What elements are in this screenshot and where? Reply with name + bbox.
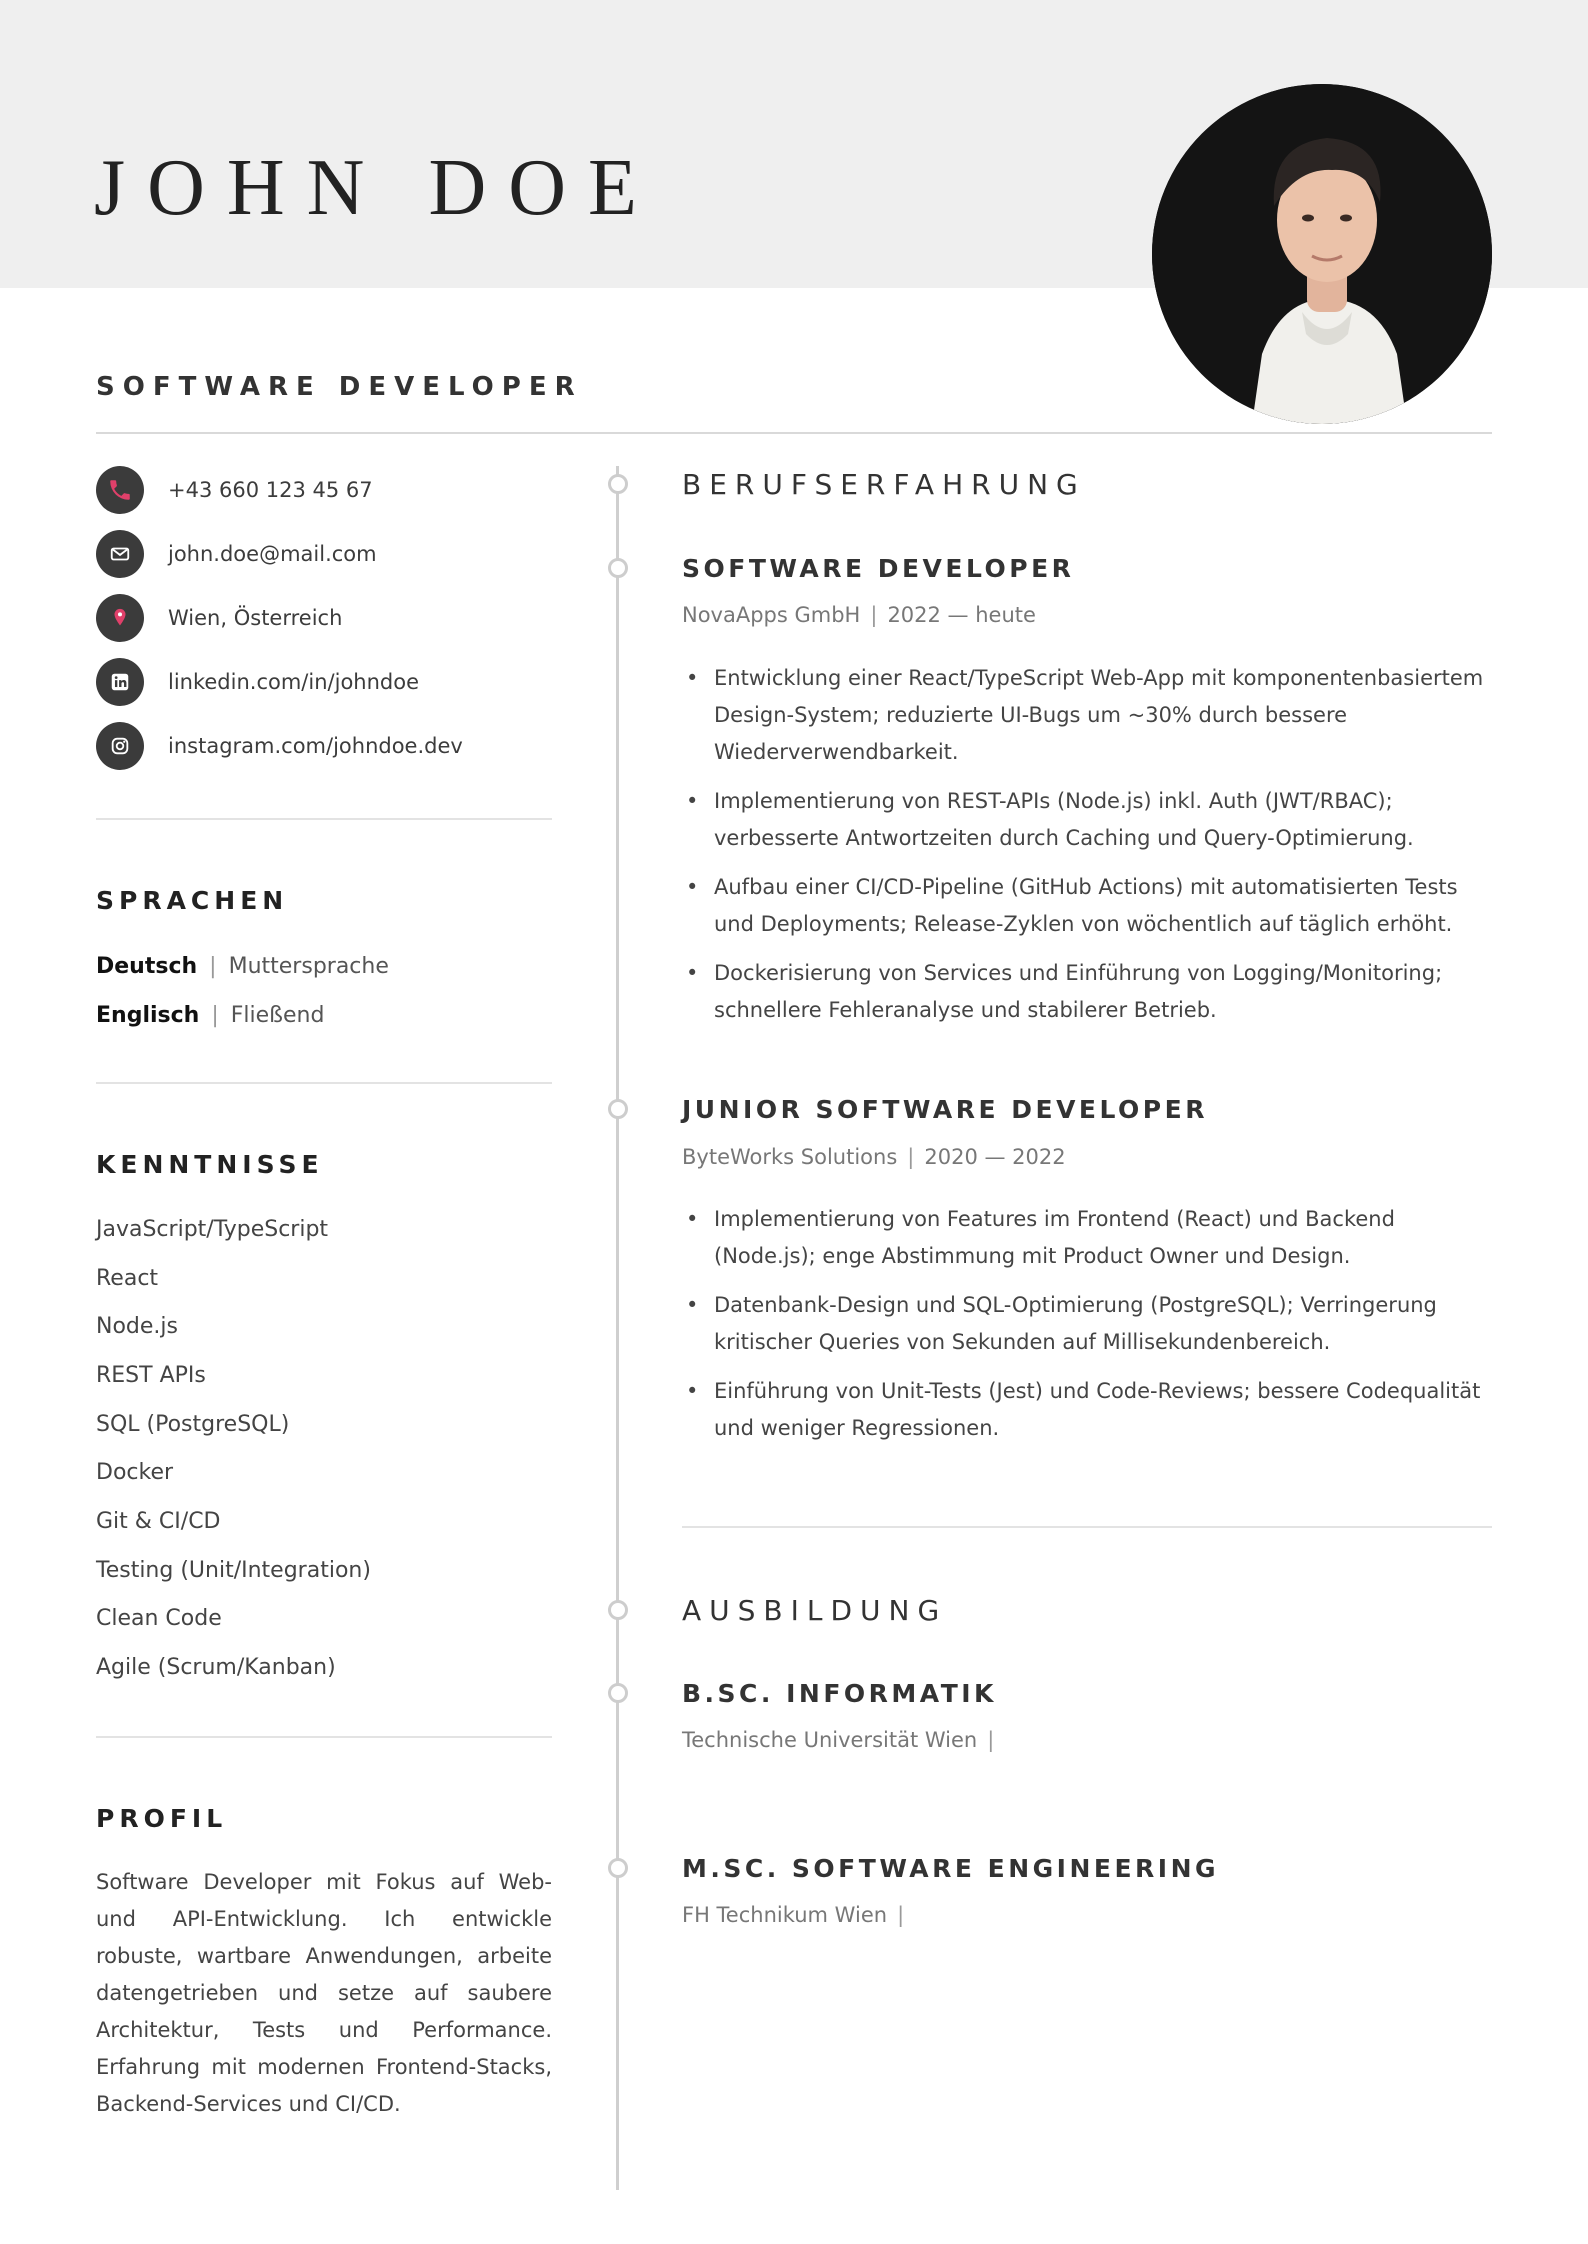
languages-heading: SPRACHEN [96, 886, 289, 915]
education-heading: AUSBILDUNG [682, 1594, 948, 1627]
job-period: 2020 — 2022 [924, 1145, 1066, 1169]
skill-item: Testing (Unit/Integration) [96, 1558, 371, 1583]
job-title-entry: SOFTWARE DEVELOPER [682, 554, 1075, 583]
experience-heading: BERUFSERFAHRUNG [682, 468, 1086, 501]
name-title: JOHN DOE [94, 144, 659, 232]
company-name: NovaApps GmbH [682, 603, 861, 627]
meta-separator: | [907, 1145, 915, 1169]
contact-instagram-text: instagram.com/johndoe.dev [168, 734, 463, 758]
portrait-image [1152, 84, 1492, 424]
contact-email [96, 530, 377, 578]
skill-item: REST APIs [96, 1363, 206, 1388]
instagram-icon [96, 722, 144, 770]
job-meta [682, 603, 1036, 627]
school-name: Technische Universität Wien [682, 1728, 978, 1752]
job-period: 2022 — heute [887, 603, 1036, 627]
language-level: Muttersprache [228, 954, 389, 979]
job-title-entry: JUNIOR SOFTWARE DEVELOPER [682, 1095, 1208, 1124]
linkedin-icon [96, 658, 144, 706]
timeline-dot [608, 1600, 628, 1620]
timeline-dot [608, 1683, 628, 1703]
job-bullet: • Entwicklung einer React/TypeScript Web-App mit komponentenbasiertem Design-System; reduzierte UI-Bugs um ~30% durch bessere Wiederverwendbarkeit. [682, 660, 1492, 771]
timeline-dot [608, 1099, 628, 1119]
job-bullet: • Aufbau einer CI/CD-Pipeline (GitHub Actions) mit automatisierten Tests und Deployments; Release-Zyklen von wöchentlich auf täglich erhöht. [682, 869, 1492, 943]
language-row [96, 954, 389, 979]
contact-divider [96, 818, 552, 820]
profile-photo [1152, 84, 1492, 424]
language-separator: | [211, 1003, 219, 1028]
contact-linkedin-text: linkedin.com/in/johndoe [168, 670, 420, 694]
skill-item: Git & CI/CD [96, 1509, 221, 1534]
contact-instagram [96, 722, 463, 770]
profile-heading: PROFIL [96, 1804, 228, 1833]
profile-text: Software Developer mit Fokus auf Web- und API-Entwicklung. Ich entwickle robuste, wartbare Anwendungen, arbeite datengetrieben und setze auf saubere Architektur, Tests und Performance. Erfahrung mit modernen Frontend-Stacks, Backend-Services und CI/CD. [96, 1870, 552, 2116]
language-name: Englisch [96, 1003, 200, 1028]
skill-item: Clean Code [96, 1606, 222, 1631]
phone-icon [96, 466, 144, 514]
header-divider [96, 432, 1492, 434]
experience-divider [682, 1526, 1492, 1528]
job-bullet: • Dockerisierung von Services und Einführung von Logging/Monitoring; schnellere Fehleranalyse und stabilerer Betrieb. [682, 955, 1492, 1029]
skill-item: SQL (PostgreSQL) [96, 1412, 290, 1437]
language-separator: | [209, 954, 217, 979]
company-name: ByteWorks Solutions [682, 1145, 898, 1169]
mail-icon [96, 530, 144, 578]
school-name: FH Technikum Wien [682, 1903, 888, 1927]
job-bullets [682, 660, 1492, 1041]
skills-divider [96, 1736, 552, 1738]
education-meta [682, 1903, 914, 1927]
languages-divider [96, 1082, 552, 1084]
language-name: Deutsch [96, 954, 198, 979]
contact-phone [96, 466, 373, 514]
job-bullets [682, 1201, 1492, 1459]
job-bullet: • Datenbank-Design und SQL-Optimierung (PostgreSQL); Verringerung kritischer Queries von Sekunden auf Millisekundenbereich. [682, 1287, 1492, 1361]
meta-separator: | [987, 1728, 995, 1752]
language-row [96, 1003, 324, 1028]
skills-heading: KENNTNISSE [96, 1150, 324, 1179]
degree-title: M.SC. SOFTWARE ENGINEERING [682, 1854, 1220, 1883]
location-pin-icon [96, 594, 144, 642]
job-bullet: • Implementierung von Features im Frontend (React) und Backend (Node.js); enge Abstimmung mit Product Owner und Design. [682, 1201, 1492, 1275]
skill-item: Node.js [96, 1314, 178, 1339]
meta-separator: | [897, 1903, 905, 1927]
timeline-dot [608, 1858, 628, 1878]
timeline-dot [608, 474, 628, 494]
timeline-line [616, 466, 619, 2190]
contact-phone-text: +43 660 123 45 67 [168, 478, 373, 502]
skill-item: JavaScript/TypeScript [96, 1217, 329, 1242]
contact-email-text: john.doe@mail.com [168, 542, 377, 566]
skill-item: Agile (Scrum/Kanban) [96, 1655, 336, 1680]
contact-location-text: Wien, Österreich [168, 606, 343, 630]
meta-separator: | [870, 603, 878, 627]
skill-item: Docker [96, 1460, 174, 1485]
skill-item: React [96, 1266, 159, 1291]
job-bullet: • Einführung von Unit-Tests (Jest) und Code-Reviews; bessere Codequalität und weniger Regressionen. [682, 1373, 1492, 1447]
education-meta [682, 1728, 1004, 1752]
job-meta [682, 1145, 1066, 1169]
contact-linkedin [96, 658, 419, 706]
job-title: SOFTWARE DEVELOPER [96, 372, 583, 402]
job-bullet: • Implementierung von REST-APIs (Node.js) inkl. Auth (JWT/RBAC); verbesserte Antwortzeiten durch Caching und Query-Optimierung. [682, 783, 1492, 857]
contact-location [96, 594, 342, 642]
language-level: Fließend [230, 1003, 325, 1028]
timeline-dot [608, 558, 628, 578]
degree-title: B.SC. INFORMATIK [682, 1679, 997, 1708]
